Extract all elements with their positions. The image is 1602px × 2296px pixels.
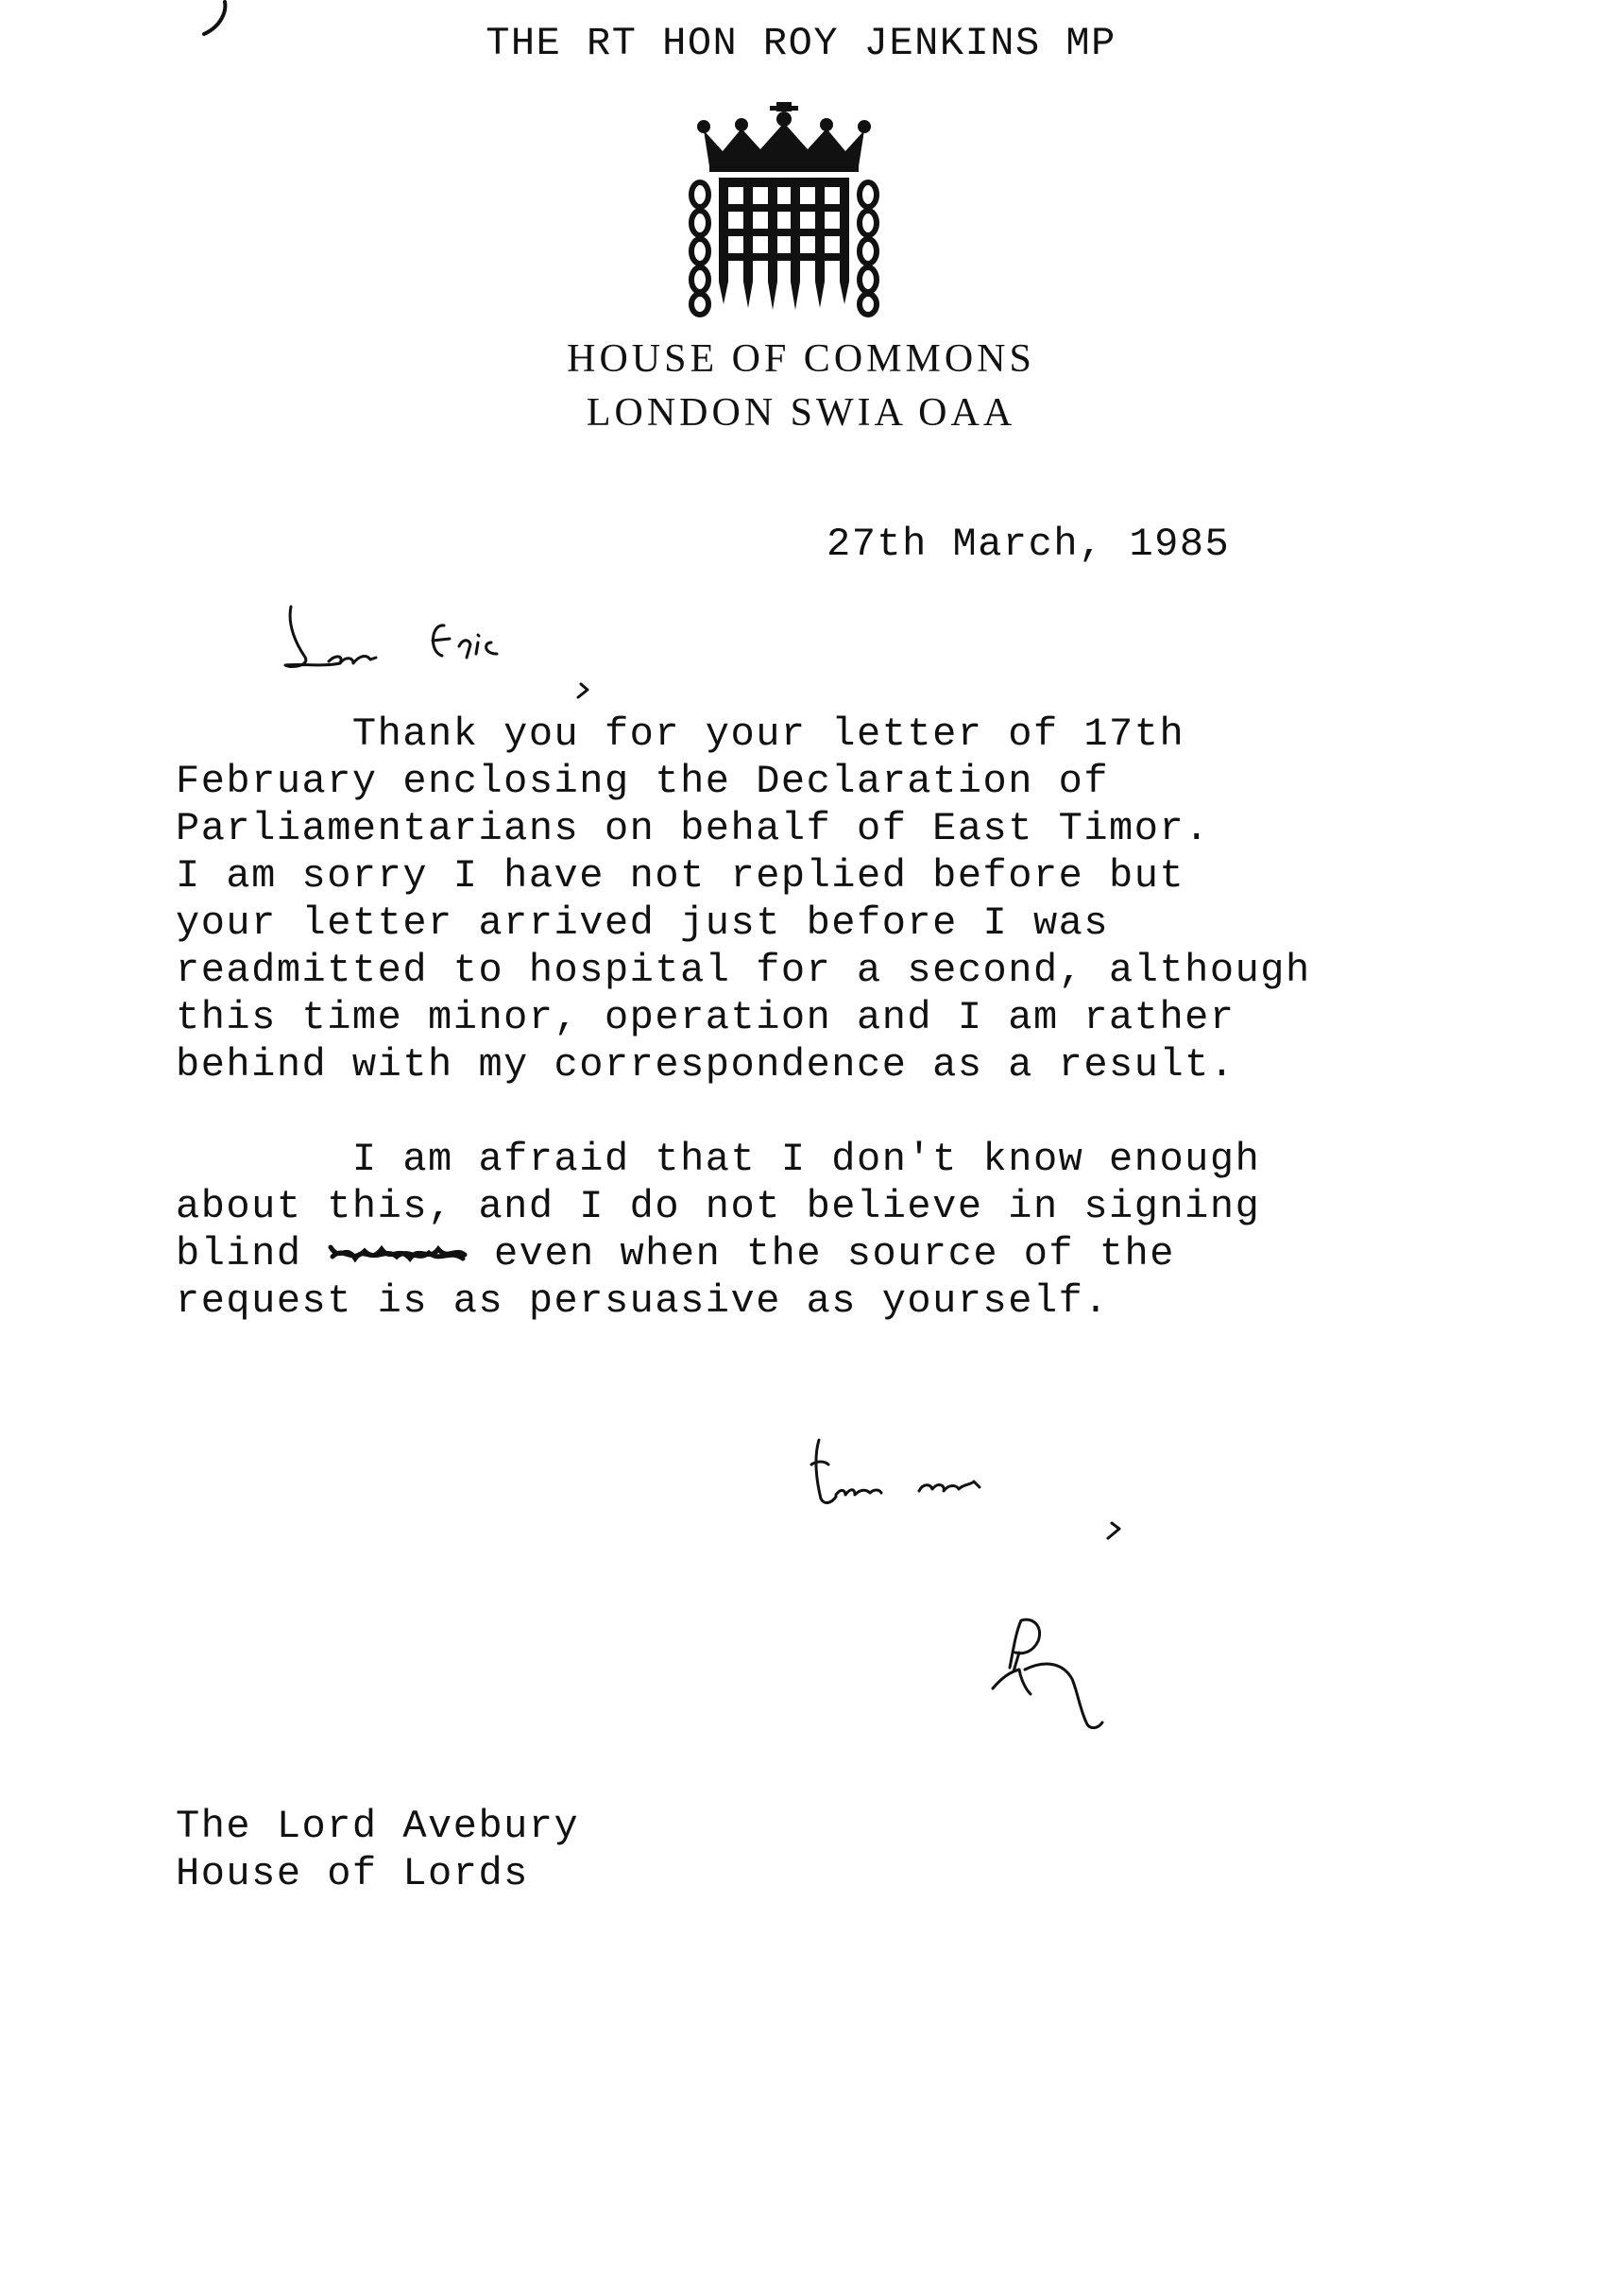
recipient-line: House of Lords xyxy=(176,1851,529,1896)
text-line: behind with my correspondence as a result. xyxy=(176,1042,1236,1088)
text-line: Thank you for your letter of 17th xyxy=(176,711,1185,757)
text-line: your letter arrived just before I was xyxy=(176,900,1110,946)
recipient-address xyxy=(176,1803,579,1897)
text-line: this time minor, operation and I am rather xyxy=(176,995,1236,1040)
portcullis-icon xyxy=(685,102,883,319)
handwritten-salutation xyxy=(283,597,623,701)
text-line: February enclosing the Declaration of xyxy=(176,759,1110,804)
text-line xyxy=(176,1230,1498,1277)
text-line: I am sorry I have not replied before but xyxy=(176,853,1185,899)
struck-out-word xyxy=(327,1240,469,1268)
text-fragment: even when the source of the xyxy=(469,1231,1175,1277)
text-line: request is as persuasive as yourself. xyxy=(176,1278,1110,1324)
letterhead-address xyxy=(0,333,1602,439)
letter-body xyxy=(176,711,1498,1372)
handwritten-closing xyxy=(808,1436,1129,1540)
text-line: about this, and I do not believe in signing xyxy=(176,1184,1261,1229)
signature-initials xyxy=(987,1611,1129,1743)
body-paragraph xyxy=(176,1136,1498,1325)
text-line: I am afraid that I don't know enough xyxy=(176,1137,1261,1182)
body-paragraph xyxy=(176,711,1498,1088)
address-line: HOUSE OF COMMONS xyxy=(567,337,1035,381)
recipient-line: The Lord Avebury xyxy=(176,1804,580,1849)
address-line: LONDON SWIA OAA xyxy=(586,390,1016,435)
letter-date: 27th March, 1985 xyxy=(827,522,1231,567)
text-line: Parliamentarians on behalf of East Timor. xyxy=(176,806,1210,851)
text-line: readmitted to hospital for a second, although xyxy=(176,948,1311,993)
letterhead-mp-name: THE RT HON ROY JENKINS MP xyxy=(486,21,1116,66)
text-fragment: blind xyxy=(176,1231,328,1277)
